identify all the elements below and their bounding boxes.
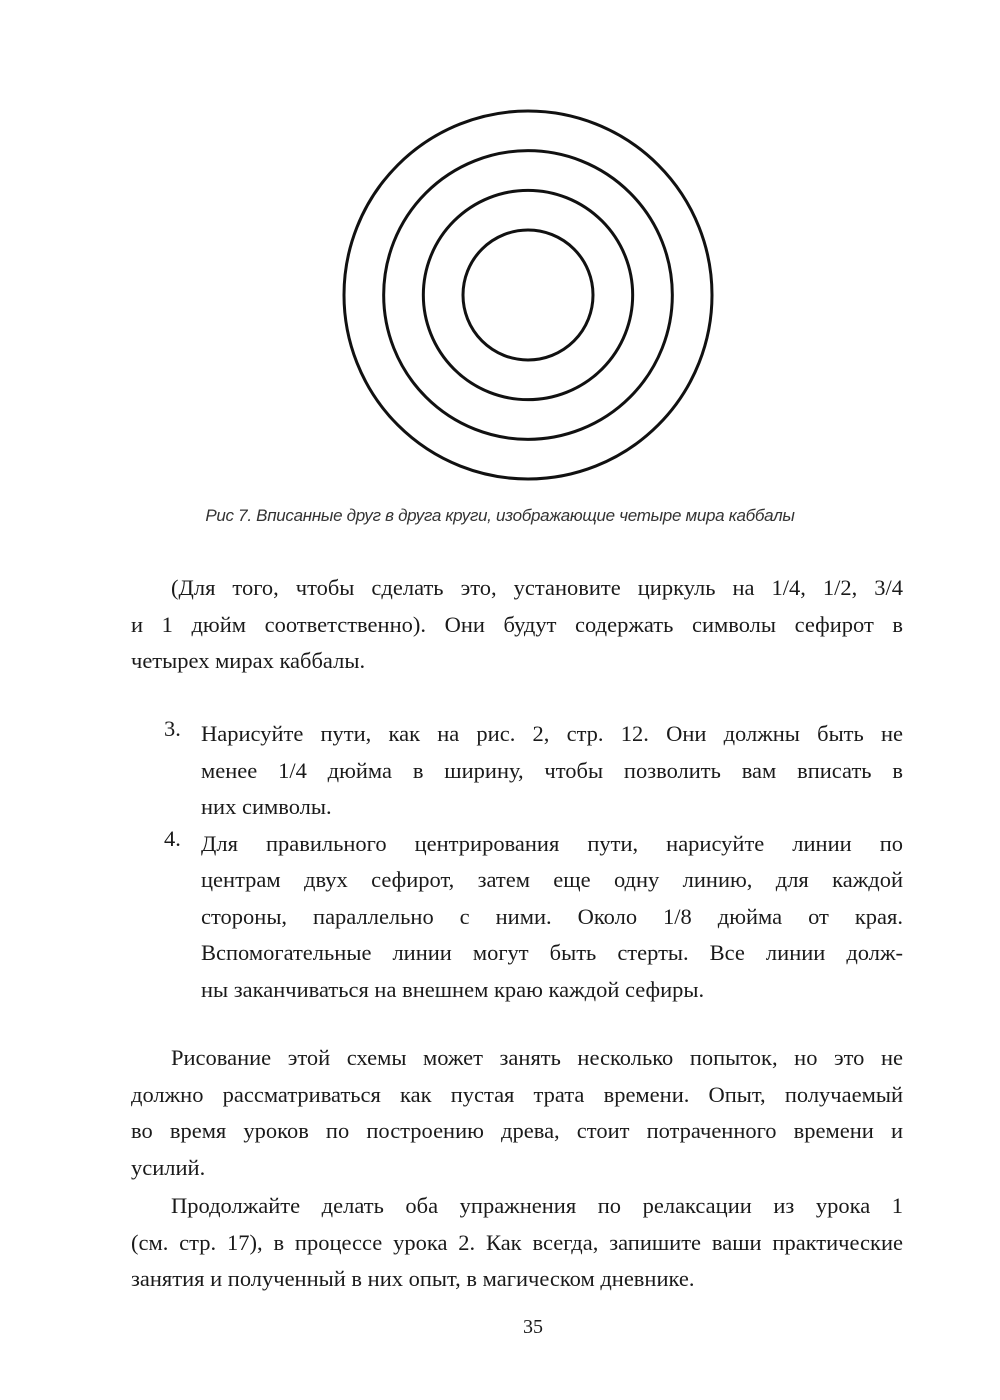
text-line: Для правильного центрирования пути, нарисуйте линии по [201, 830, 903, 856]
text-line: четырех мирах каббалы. [131, 648, 366, 673]
text-line: занятия и полученный в них опыт, в магическом дневнике. [131, 1266, 695, 1291]
concentric-circles-figure [330, 95, 730, 495]
list-item-3 [131, 716, 903, 826]
page-number: 35 [523, 1316, 543, 1338]
text-line: во время уроков по построению древа, стоит потраченного времени и [131, 1118, 903, 1143]
text-line: Продолжайте делать оба упражнения по релаксации из урока 1 [171, 1193, 903, 1218]
text-line: (Для того, чтобы сделать это, установите циркуль на 1/4, 1/2, 3/4 [171, 575, 903, 600]
ring-3 [384, 151, 673, 440]
ring-1 [463, 230, 593, 360]
ring-2 [423, 190, 632, 399]
paragraph-continue-exercises [131, 1188, 903, 1298]
text-line: (см. стр. 17), в процессе урока 2. Как всегда, запишите ваши практические [131, 1229, 903, 1255]
text-line: них символы. [201, 794, 332, 819]
text-line: менее 1/4 дюйма в ширину, чтобы позволить вам вписать в [201, 757, 903, 783]
list-item-4 [131, 826, 903, 1009]
text-line: должно рассматриваться как пустая трата времени. Опыт, получаемый [131, 1081, 903, 1107]
text-line: центрам двух сефирот, затем еще одну линию, для каждой [201, 867, 903, 892]
figure-caption: Рис 7. Вписанные друг в друга круги, изображающие четыре мира каббалы [205, 506, 795, 525]
text-line: Рисование этой схемы может занять несколько попыток, но это не [171, 1045, 903, 1070]
ring-4 [344, 111, 712, 479]
list-number: 4. [164, 825, 181, 851]
text-line: ны заканчиваться на внешнем краю каждой сефиры. [201, 976, 705, 1002]
text-line: Нарисуйте пути, как на рис. 2, стр. 12. Они должны быть не [201, 721, 903, 746]
paragraph-compass-settings [131, 570, 903, 680]
text-line: стороны, параллельно с ними. Около 1/8 дюйма от края. [201, 903, 903, 929]
text-line: Вспомогательные линии могут быть стерты. Все линии долж- [201, 940, 903, 965]
paragraph-practice [131, 1040, 903, 1186]
instruction-list [131, 716, 903, 1008]
text-line: и 1 дюйм соответственно). Они будут содержать символы сефирот в [131, 611, 903, 637]
list-number: 3. [164, 716, 181, 741]
text-line: усилий. [131, 1154, 206, 1180]
